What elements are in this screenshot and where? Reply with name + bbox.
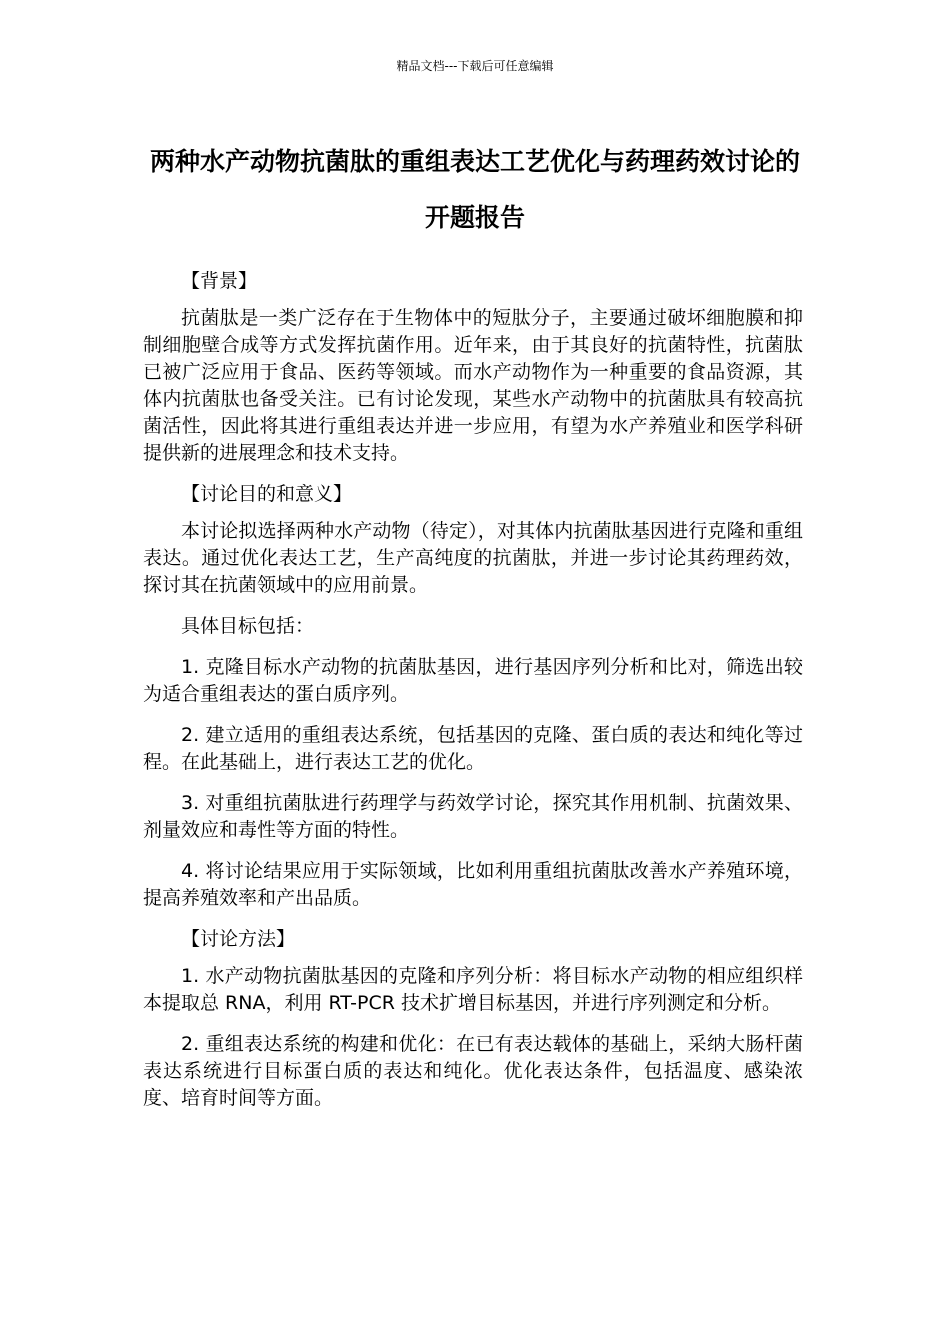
background-paragraph: 抗菌肽是一类广泛存在于生物体中的短肽分子，主要通过破坏细胞膜和抑制细胞壁合成等方式发挥抗菌作用。近年来，由于其良好的抗菌特性，抗菌肽已被广泛应用于食品、医药等领域。而水产动物作为一种重要的食品资源，其体内抗菌肽也备受关注。已有讨论发现，某些水产动物中的抗菌肽具有较高抗菌活性，因此将其进行重组表达并进一步应用，有望为水产养殖业和医学科研提供新的进展理念和技术支持。: [143, 307, 803, 464]
document-body: [143, 268, 803, 1126]
page-header-note: 精品文档---下载后可任意编辑: [396, 59, 554, 73]
method-item-2: 2. 重组表达系统的构建和优化：在已有表达载体的基础上，采纳大肠杆菌表达系统进行目标蛋白质的表达和纯化。优化表达条件，包括温度、感染浓度、培育时间等方面。: [143, 1033, 803, 1109]
section-heading-methods: 【讨论方法】: [181, 928, 296, 950]
goal-item-3: 3. 对重组抗菌肽进行药理学与药效学讨论，探究其作用机制、抗菌效果、剂量效应和毒性等方面的特性。: [143, 792, 803, 841]
method-item-1: 1. 水产动物抗菌肽基因的克隆和序列分析：将目标水产动物的相应组织样本提取总 RNA，利用 RT-PCR 技术扩增目标基因，并进行序列测定和分析。: [143, 965, 803, 1014]
goal-item-1: 1. 克隆目标水产动物的抗菌肽基因，进行基因序列分析和比对，筛选出较为适合重组表达的蛋白质序列。: [143, 656, 803, 705]
document-title: 两种水产动物抗菌肽的重组表达工艺优化与药理药效讨论的开题报告: [149, 147, 800, 232]
goal-item-2: 2. 建立适用的重组表达系统，包括基因的克隆、蛋白质的表达和纯化等过程。在此基础上，进行表达工艺的优化。: [143, 724, 803, 773]
goal-item-4: 4. 将讨论结果应用于实际领域，比如利用重组抗菌肽改善水产养殖环境，提高养殖效率和产出品质。: [143, 860, 803, 909]
goals-intro: 具体目标包括：: [181, 615, 315, 637]
section-heading-purpose: 【讨论目的和意义】: [181, 483, 353, 505]
purpose-paragraph: 本讨论拟选择两种水产动物（待定），对其体内抗菌肽基因进行克隆和重组表达。通过优化表达工艺，生产高纯度的抗菌肽，并进一步讨论其药理药效，探讨其在抗菌领域中的应用前景。: [143, 520, 803, 596]
section-heading-background: 【背景】: [181, 270, 258, 292]
